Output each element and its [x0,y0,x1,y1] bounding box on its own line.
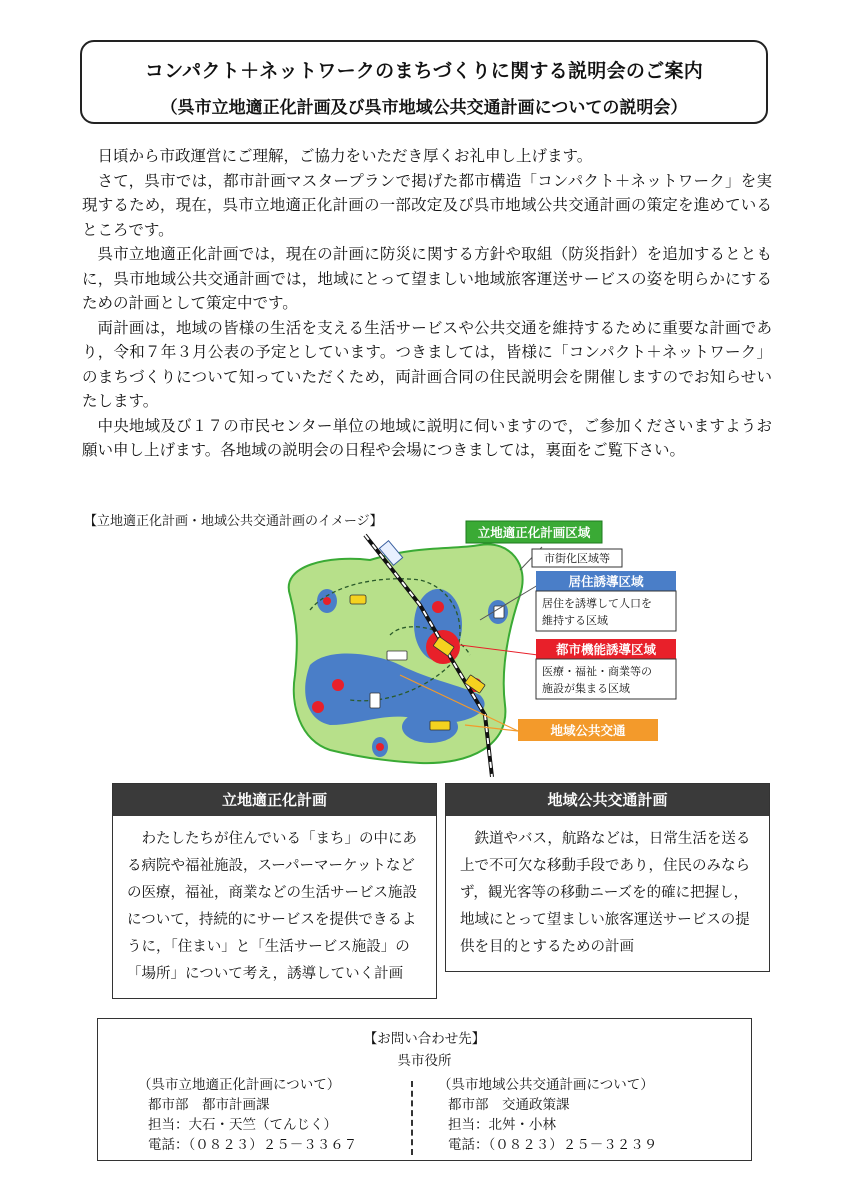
residential-desc: 維持する区域 [542,614,608,627]
contact-dept: 都市部 交通政策課 [448,1097,570,1113]
page-subtitle: （呉市立地適正化計画及び呉市地域公共交通計画についての説明会） [160,98,688,118]
contact-person: 担当：大石・天竺（てんじく） [148,1117,337,1133]
contact-about: （呉市地域公共交通計画について） [438,1077,654,1093]
location-plan-box [112,783,437,999]
contact-person: 担当：北舛・小林 [448,1117,556,1133]
transit-plan-text: 鉄道やバス，航路などは，日常生活を送る上で不可欠な移動手段であり，住民のみならず，観光客等の移動ニーズを的確に把握し，地域にとって望ましい旅客運送サービスの提供を目的とするための計画 [460,831,751,955]
bus-icon [370,693,380,708]
bus-icon [494,606,504,618]
urban-function-zone [323,597,331,605]
contact-about: （呉市立地適正化計画について） [138,1077,341,1093]
contact-right [438,1075,657,1155]
page-title: コンパクト＋ネットワークのまちづくりに関する説明会のご案内 [144,60,704,82]
paragraph: 中央地域及び１７の市民センター単位の地域に説明に伺いますので，ご参加くださいますようお願い申し上げます。各地域の説明会の日程や会場につきましては，裏面をご覧下さい。 [82,416,772,459]
contact-dept: 都市部 都市計画課 [148,1097,270,1113]
plan-area-label: 立地適正化計画区域 [477,525,591,540]
intro-text [82,144,772,463]
location-plan-text: わたしたちが住んでいる「まち」の中にある病院や福祉施設，スーパーマーケットなどの医療，福祉，商業などの生活サービス施設について，持続的にサービスを提供できるように，「住まい」と「生活サービス施設」の「場所」について考え，誘導していく計画 [127,831,417,982]
urbanized-label: 市街化区域等 [544,552,610,565]
transit-plan-box [445,783,770,972]
plan-diagram [270,515,690,777]
paragraph: 日頃から市政運営にご理解，ご協力をいただき厚くお礼申し上げます。 [97,147,593,165]
urban-function-zone [312,701,324,713]
urban-function-zone [376,743,384,751]
urban-function-zone [332,679,344,691]
contact-org: 呉市役所 [397,1053,452,1069]
contact-phone: 電話：（０８２３）２５－３３６７ [148,1137,358,1153]
bus-icon [387,651,407,660]
paragraph: 呉市立地適正化計画では，現在の計画に防災に関する方針や取組（防災指針）を追加するとともに，呉市地域公共交通計画では，地域にとって望ましい地域旅客運送サービスの姿を明らかにするための計画として策定中です。 [82,245,772,312]
diagram-caption: 【立地適正化計画・地域公共交通計画のイメージ】 [84,514,383,529]
transit-plan-title: 地域公共交通計画 [446,784,769,816]
taxi-icon [350,595,366,604]
urban-func-desc: 施設が集まる区域 [542,682,630,695]
paragraph: 両計画は，地域の皆様の生活を支える生活サービスや公共交通を維持するために重要な計画であり，令和７年３月公表の予定としています。つきましては，皆様に「コンパクト＋ネットワーク」のまちづくりについて知っていただくため，両計画合同の住民説明会を開催しますのでお知らせいたします。 [82,318,772,410]
bus-icon [430,721,450,730]
residential-desc: 居住を誘導して人口を [542,597,652,610]
title-box [80,40,768,124]
contact-phone: 電話：（０８２３）２５－３２３９ [448,1137,658,1153]
location-plan-title: 立地適正化計画 [113,784,436,816]
contact-title: 【お問い合わせ先】 [363,1031,486,1047]
urban-function-zone [432,601,444,613]
contact-box [97,1018,752,1161]
contact-divider [411,1081,413,1155]
transit-label: 地域公共交通 [550,723,626,738]
paragraph: さて，呉市では，都市計画マスタープランで掲げた都市構造「コンパクト＋ネットワーク」を実現するため，現在，呉市立地適正化計画の一部改定及び呉市地域公共交通計画の策定を進めているところです。 [82,171,772,239]
urban-func-desc: 医療・福祉・商業等の [542,665,652,678]
contact-left [138,1075,357,1155]
residential-label: 居住誘導区域 [568,574,644,589]
urban-func-label: 都市機能誘導区域 [555,642,657,657]
